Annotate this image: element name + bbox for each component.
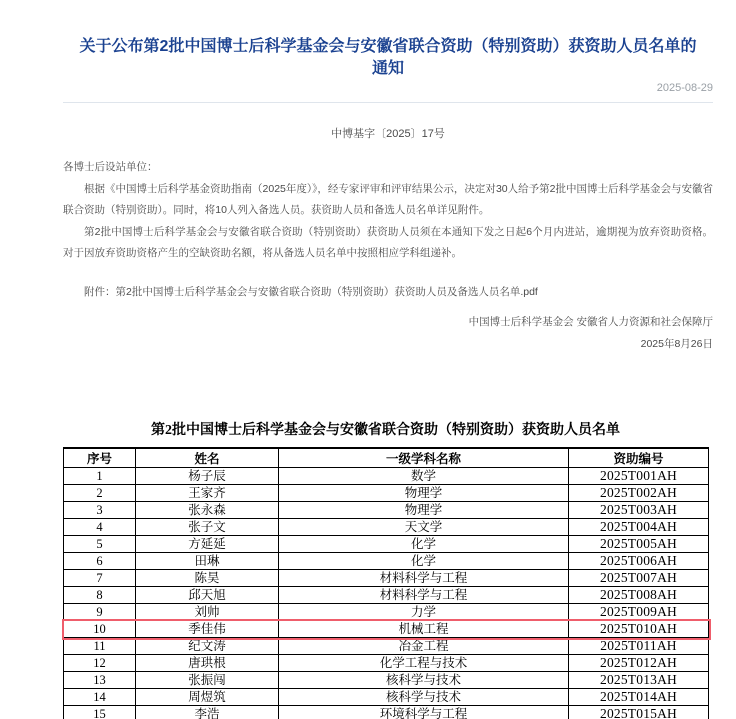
table-row bbox=[64, 672, 709, 689]
cell-index: 15 bbox=[64, 706, 136, 719]
cell-discipline: 物理学 bbox=[279, 485, 569, 502]
table-row bbox=[64, 502, 709, 519]
cell-discipline: 物理学 bbox=[279, 502, 569, 519]
cell-name: 邱天旭 bbox=[136, 587, 279, 604]
paragraph-1: 根据《中国博士后科学基金资助指南（2025年度）》，经专家评审和评审结果公示，决定对30人给予第2批中国博士后科学基金会与安徽省联合资助（特别资助）。同时，将10人列入备选人员。获资助人员和备选人员名单详见附件。 bbox=[63, 182, 713, 216]
table-body bbox=[64, 468, 709, 719]
cell-index: 7 bbox=[64, 570, 136, 587]
cell-name: 张永森 bbox=[136, 502, 279, 519]
table-row bbox=[64, 553, 709, 570]
roster-table-wrap bbox=[63, 447, 708, 719]
doc-number: 中博基字〔2025〕17号 bbox=[331, 128, 445, 140]
signature-date: 2025年8月26日 bbox=[640, 337, 713, 350]
notice-content bbox=[63, 36, 713, 719]
cell-discipline: 化学工程与技术 bbox=[279, 655, 569, 672]
table-row bbox=[64, 604, 709, 621]
header-name: 姓名 bbox=[136, 448, 279, 468]
page-title bbox=[63, 36, 713, 80]
cell-grant-no: 2025T014AH bbox=[569, 689, 709, 706]
page-title-line-2: 通知 bbox=[371, 60, 404, 77]
cell-grant-no: 2025T005AH bbox=[569, 536, 709, 553]
table-row bbox=[64, 536, 709, 553]
cell-index: 14 bbox=[64, 689, 136, 706]
cell-name: 陈昊 bbox=[136, 570, 279, 587]
cell-discipline: 环境科学与工程 bbox=[279, 706, 569, 719]
roster-table bbox=[63, 447, 709, 719]
roster-table-title: 第2批中国博士后科学基金会与安徽省联合资助（特别资助）获资助人员名单 bbox=[151, 423, 620, 438]
table-row bbox=[64, 587, 709, 604]
cell-index: 6 bbox=[64, 553, 136, 570]
attachment-link[interactable]: 附件：第2批中国博士后科学基金会与安徽省联合资助（特别资助）获资助人员及备选人员名单.pdf bbox=[84, 285, 538, 298]
table-row bbox=[64, 638, 709, 655]
cell-grant-no: 2025T007AH bbox=[569, 570, 709, 587]
cell-discipline: 机械工程 bbox=[279, 621, 569, 638]
divider bbox=[63, 102, 713, 103]
cell-discipline: 核科学与技术 bbox=[279, 689, 569, 706]
notice-body bbox=[63, 157, 713, 265]
cell-grant-no: 2025T013AH bbox=[569, 672, 709, 689]
table-row bbox=[64, 689, 709, 706]
cell-index: 9 bbox=[64, 604, 136, 621]
paragraph-2: 第2批中国博士后科学基金会与安徽省联合资助（特别资助）获资助人员须在本通知下发之日起6个月内进站，逾期视为放弃资助资格。对于因放弃资助资格产生的空缺资助名额，将从备选人员名单中按照相应学科组递补。 bbox=[63, 225, 713, 259]
table-row bbox=[64, 485, 709, 502]
cell-discipline: 力学 bbox=[279, 604, 569, 621]
cell-grant-no: 2025T011AH bbox=[569, 638, 709, 655]
cell-discipline: 数学 bbox=[279, 468, 569, 485]
cell-name: 唐珙根 bbox=[136, 655, 279, 672]
cell-name: 李浩 bbox=[136, 706, 279, 719]
cell-grant-no: 2025T003AH bbox=[569, 502, 709, 519]
cell-index: 4 bbox=[64, 519, 136, 536]
table-row bbox=[64, 570, 709, 587]
cell-name: 刘帅 bbox=[136, 604, 279, 621]
cell-discipline: 化学 bbox=[279, 553, 569, 570]
header-index: 序号 bbox=[64, 448, 136, 468]
cell-index: 8 bbox=[64, 587, 136, 604]
signature-block bbox=[63, 312, 713, 355]
table-header-row bbox=[64, 448, 709, 468]
cell-grant-no: 2025T010AH bbox=[569, 621, 709, 638]
header-grant-no: 资助编号 bbox=[569, 448, 709, 468]
cell-discipline: 核科学与技术 bbox=[279, 672, 569, 689]
cell-grant-no: 2025T008AH bbox=[569, 587, 709, 604]
cell-name: 张振闯 bbox=[136, 672, 279, 689]
cell-grant-no: 2025T006AH bbox=[569, 553, 709, 570]
cell-name: 王家齐 bbox=[136, 485, 279, 502]
cell-index: 12 bbox=[64, 655, 136, 672]
salutation: 各博士后设站单位： bbox=[63, 161, 158, 173]
cell-discipline: 天文学 bbox=[279, 519, 569, 536]
cell-discipline: 化学 bbox=[279, 536, 569, 553]
cell-name: 季佳伟 bbox=[136, 621, 279, 638]
cell-name: 杨子辰 bbox=[136, 468, 279, 485]
cell-grant-no: 2025T004AH bbox=[569, 519, 709, 536]
cell-discipline: 冶金工程 bbox=[279, 638, 569, 655]
cell-index: 2 bbox=[64, 485, 136, 502]
cell-index: 5 bbox=[64, 536, 136, 553]
cell-index: 3 bbox=[64, 502, 136, 519]
table-row bbox=[64, 706, 709, 719]
signature-org: 中国博士后科学基金会 安徽省人力资源和社会保障厅 bbox=[468, 316, 713, 328]
cell-name: 田琳 bbox=[136, 553, 279, 570]
cell-index: 1 bbox=[64, 468, 136, 485]
cell-grant-no: 2025T001AH bbox=[569, 468, 709, 485]
cell-grant-no: 2025T015AH bbox=[569, 706, 709, 719]
cell-grant-no: 2025T009AH bbox=[569, 604, 709, 621]
cell-grant-no: 2025T012AH bbox=[569, 655, 709, 672]
cell-name: 纪文涛 bbox=[136, 638, 279, 655]
cell-name: 方延延 bbox=[136, 536, 279, 553]
roster-section bbox=[63, 421, 708, 719]
table-row bbox=[64, 655, 709, 672]
table-row bbox=[64, 468, 709, 485]
cell-index: 11 bbox=[64, 638, 136, 655]
cell-grant-no: 2025T002AH bbox=[569, 485, 709, 502]
cell-index: 10 bbox=[64, 621, 136, 638]
page-title-line-1: 关于公布第2批中国博士后科学基金会与安徽省联合资助（特别资助）获资助人员名单的 bbox=[79, 38, 697, 55]
cell-discipline: 材料科学与工程 bbox=[279, 570, 569, 587]
table-row-highlighted bbox=[64, 621, 709, 638]
publish-date: 2025-08-29 bbox=[656, 82, 713, 94]
table-row bbox=[64, 519, 709, 536]
header-discipline: 一级学科名称 bbox=[279, 448, 569, 468]
cell-name: 周煜筑 bbox=[136, 689, 279, 706]
cell-discipline: 材料科学与工程 bbox=[279, 587, 569, 604]
cell-name: 张子文 bbox=[136, 519, 279, 536]
cell-index: 13 bbox=[64, 672, 136, 689]
